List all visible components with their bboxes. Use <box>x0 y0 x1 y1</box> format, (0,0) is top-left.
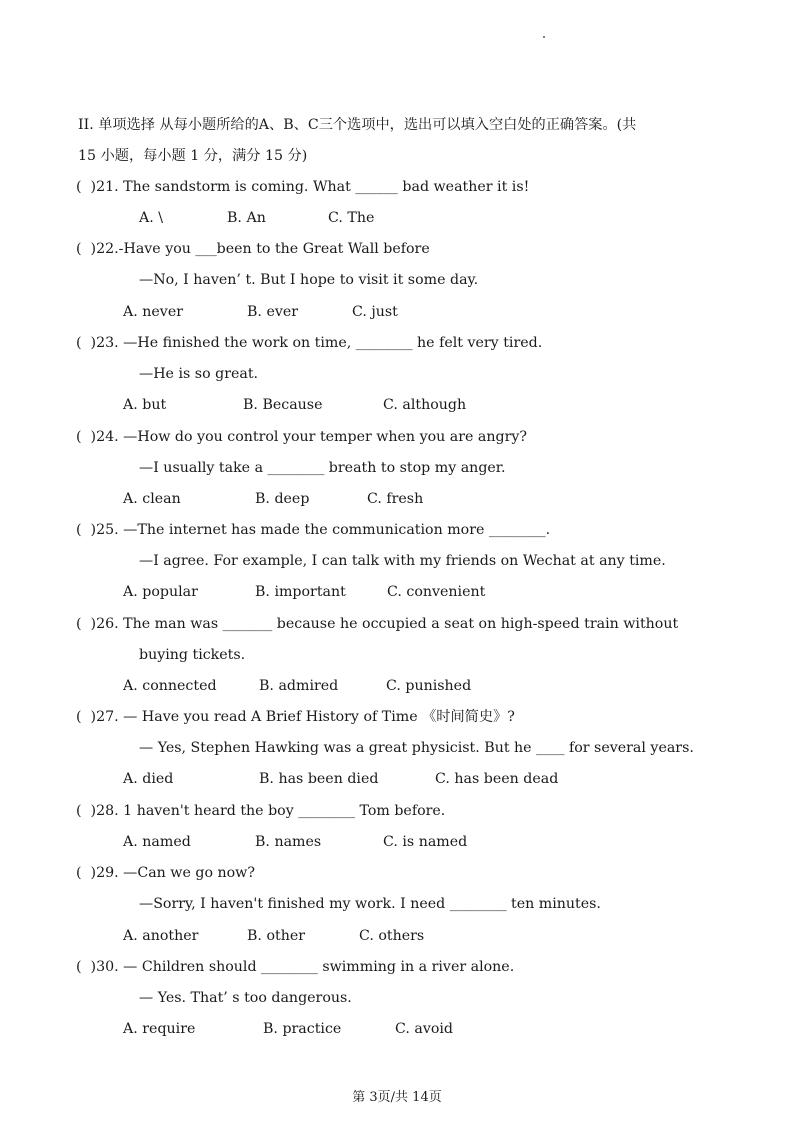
option-a: A. named <box>123 834 191 850</box>
option-b: B. ever <box>247 304 299 320</box>
option-b: B. has been died <box>259 771 379 787</box>
question-27-reply: — Yes, Stephen Hawking was a great physicist. But he ____ for several years. <box>139 740 694 756</box>
option-b: B. other <box>247 928 306 944</box>
question-30-reply: — Yes. That’ s too dangerous. <box>139 990 352 1006</box>
option-c: C. is named <box>383 834 468 850</box>
option-a: A. but <box>123 397 167 413</box>
option-a: A. never <box>123 304 183 320</box>
question-23-reply: —He is so great. <box>139 366 259 382</box>
question-25-stem: ( )25. —The internet has made the communication more ________. <box>76 522 551 538</box>
question-22-stem: ( )22.-Have you ___been to the Great Wall before <box>76 241 430 257</box>
option-a: A. require <box>123 1021 196 1037</box>
option-a: A. another <box>123 928 199 944</box>
question-29-stem: ( )29. —Can we go now? <box>76 865 255 881</box>
option-b: B. important <box>255 584 346 600</box>
question-21-stem: ( )21. The sandstorm is coming. What ______ bad weather it is! <box>76 179 530 195</box>
section-title-line-1: II. 单项选择 从每小题所给的A、B、C三个选项中，选出可以填入空白处的正确答案。(共 <box>78 117 637 133</box>
option-b: B. admired <box>259 678 339 694</box>
option-c: C. although <box>383 397 467 413</box>
option-b: B. names <box>255 834 322 850</box>
option-c: C. has been dead <box>435 771 559 787</box>
option-c: C. convenient <box>387 584 486 600</box>
option-b: B. Because <box>243 397 323 413</box>
question-28-stem: ( )28. 1 haven't heard the boy ________ Tom before. <box>76 803 446 819</box>
stray-dot-mark <box>543 36 545 38</box>
option-b: B. practice <box>263 1021 342 1037</box>
question-29-reply: —Sorry, I haven't finished my work. I need ________ ten minutes. <box>139 896 601 912</box>
page-number: 第 3页/共 14页 <box>352 1090 442 1105</box>
option-a: A. connected <box>123 678 217 694</box>
question-22-reply: —No, I haven’ t. But I hope to visit it some day. <box>139 272 479 288</box>
option-c: C. fresh <box>367 491 424 507</box>
option-c: C. The <box>328 210 375 226</box>
option-b: B. deep <box>255 491 310 507</box>
option-c: C. just <box>352 304 398 320</box>
question-26-continuation: buying tickets. <box>139 647 246 663</box>
option-a: A. clean <box>123 491 181 507</box>
option-a: A. died <box>123 771 174 787</box>
option-c: C. avoid <box>395 1021 454 1037</box>
question-27-stem: ( )27. — Have you read A Brief History of Time 《时间简史》? <box>76 709 515 725</box>
option-a: A. \ <box>139 210 164 226</box>
option-c: C. punished <box>386 678 472 694</box>
question-26-stem: ( )26. The man was _______ because he occupied a seat on high-speed train without <box>76 616 679 632</box>
question-30-stem: ( )30. — Children should ________ swimming in a river alone. <box>76 959 515 975</box>
question-24-stem: ( )24. —How do you control your temper when you are angry? <box>76 429 528 445</box>
question-25-reply: —I agree. For example, I can talk with my friends on Wechat at any time. <box>139 553 666 569</box>
section-title-line-2: 15 小题，每小题 1 分，满分 15 分) <box>78 148 308 164</box>
question-24-reply: —I usually take a ________ breath to stop my anger. <box>139 460 506 476</box>
option-c: C. others <box>359 928 425 944</box>
question-23-stem: ( )23. —He finished the work on time, ________ he felt very tired. <box>76 335 543 351</box>
option-b: B. An <box>227 210 266 226</box>
option-a: A. popular <box>123 584 198 600</box>
